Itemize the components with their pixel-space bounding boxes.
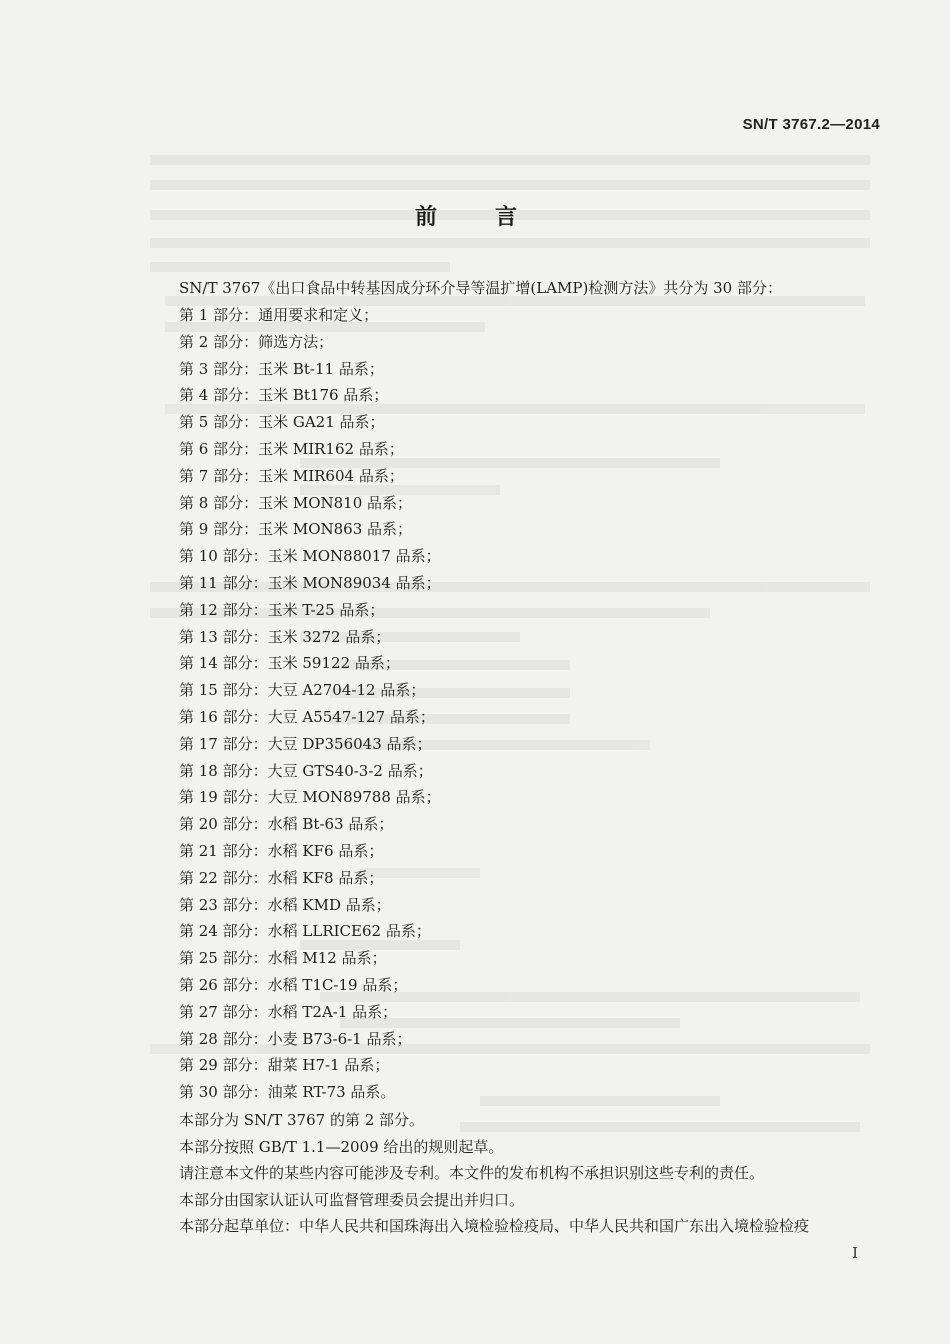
list-item: 第 29 部分：甜菜 H7-1 品系； <box>179 1056 390 1075</box>
note-paragraph: 本部分起草单位：中华人民共和国珠海出入境检验检疫局、中华人民共和国广东出入境检验检疫 <box>179 1217 810 1236</box>
list-item: 第 20 部分：水稻 Bt-63 品系； <box>179 815 394 834</box>
list-item: 第 4 部分：玉米 Bt176 品系； <box>179 386 389 405</box>
intro-paragraph: SN/T 3767《出口食品中转基因成分环介导等温扩增(LAMP)检测方法》共分为 30 部分： <box>179 279 782 297</box>
list-item: 第 18 部分：大豆 GTS40-3-2 品系； <box>179 761 433 780</box>
list-item: 第 8 部分：玉米 MON810 品系； <box>179 493 413 512</box>
list-item: 第 10 部分：玉米 MON88017 品系； <box>179 547 441 566</box>
list-item: 第 19 部分：大豆 MON89788 品系； <box>179 788 441 807</box>
list-item: 第 27 部分：水稻 T2A-1 品系； <box>179 1002 398 1021</box>
note-paragraph: 本部分为 SN/T 3767 的第 2 部分。 <box>179 1111 425 1129</box>
list-item: 第 6 部分：玉米 MIR162 品系； <box>179 439 404 458</box>
list-item: 第 16 部分：大豆 A5547-127 品系； <box>179 707 435 726</box>
list-item: 第 26 部分：水稻 T1C-19 品系； <box>179 975 408 994</box>
parts-list <box>179 305 441 1109</box>
note-paragraph: 本部分按照 GB/T 1.1—2009 给出的规则起草。 <box>179 1137 504 1156</box>
list-item: 第 23 部分：水稻 KMD 品系； <box>179 895 391 914</box>
list-item: 第 15 部分：大豆 A2704-12 品系； <box>179 681 426 700</box>
page-title: 前 言 <box>414 205 535 230</box>
note-paragraph: 请注意本文件的某些内容可能涉及专利。本文件的发布机构不承担识别这些专利的责任。 <box>179 1164 765 1183</box>
list-item: 第 21 部分：水稻 KF6 品系； <box>179 841 384 860</box>
page-number: I <box>852 1244 858 1262</box>
list-item: 第 30 部分：油菜 RT-73 品系。 <box>179 1083 396 1102</box>
list-item: 第 11 部分：玉米 MON89034 品系； <box>179 573 441 592</box>
list-item: 第 12 部分：玉米 T-25 品系； <box>179 600 385 619</box>
list-item: 第 7 部分：玉米 MIR604 品系； <box>179 466 404 485</box>
list-item: 第 9 部分：玉米 MON863 品系； <box>179 520 413 539</box>
standard-code: SN/T 3767.2—2014 <box>742 116 880 133</box>
note-paragraph: 本部分由国家认证认可监督管理委员会提出并归口。 <box>179 1190 525 1209</box>
list-item: 第 17 部分：大豆 DP356043 品系； <box>179 734 432 753</box>
list-item: 第 2 部分：筛选方法； <box>179 332 334 351</box>
list-item: 第 22 部分：水稻 KF8 品系； <box>179 868 384 887</box>
notes-section <box>179 1110 809 1243</box>
list-item: 第 14 部分：玉米 59122 品系； <box>179 654 400 673</box>
list-item: 第 25 部分：水稻 M12 品系； <box>179 949 387 968</box>
list-item: 第 24 部分：水稻 LLRICE62 品系； <box>179 922 431 941</box>
list-item: 第 13 部分：玉米 3272 品系； <box>179 627 391 646</box>
list-item: 第 28 部分：小麦 B73-6-1 品系； <box>179 1029 412 1048</box>
list-item: 第 3 部分：玉米 Bt-11 品系； <box>179 359 384 378</box>
list-item: 第 1 部分：通用要求和定义； <box>179 306 379 324</box>
list-item: 第 5 部分：玉米 GA21 品系； <box>179 413 385 432</box>
